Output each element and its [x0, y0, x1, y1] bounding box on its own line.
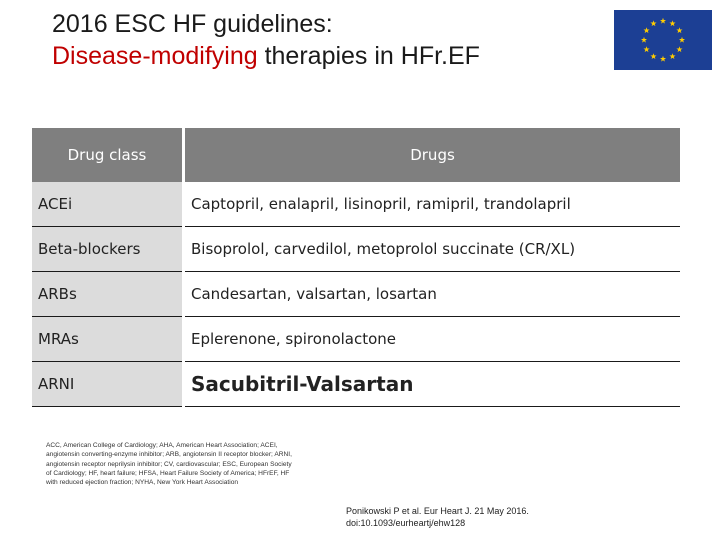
drug-class-cell: ACEi — [32, 182, 184, 227]
header-drug-class: Drug class — [32, 128, 184, 182]
flag-star — [669, 53, 675, 59]
drugs-cell: Captopril, enalapril, lisinopril, ramipril, trandolapril — [184, 182, 681, 227]
table-row — [32, 317, 680, 362]
title-line-2 — [52, 40, 612, 72]
flag-star — [644, 46, 650, 52]
flag-star — [644, 27, 650, 33]
citation-line-2: doi:10.1093/eurheartj/ehw128 — [346, 518, 466, 528]
flag-star — [676, 27, 682, 33]
flag-star — [660, 18, 666, 24]
flag-star — [679, 37, 685, 43]
drug-class-cell: MRAs — [32, 317, 184, 362]
flag-star — [660, 56, 666, 62]
title-rest-text: therapies in HFr.EF — [257, 42, 480, 70]
flag-star — [650, 53, 656, 59]
abbreviations-footnote: ACC, American College of Cardiology; AHA, American Heart Association; ACEI, angiotensin converting-enzyme inhibitor; ARB, angiotensin II receptor blocker; ARNI, angiotensin receptor neprilysin inhibitor; CV, cardiovascular; ESC, European Society of Cardiology; HF, heart failure; HFSA, Heart Failure Society of America; HFrEF, HF with reduced ejection fraction; NYHA, New York Heart Association — [46, 442, 292, 487]
drugs-cell: Bisoprolol, carvedilol, metoprolol succinate (CR/XL) — [184, 227, 681, 272]
drugs-cell: Candesartan, valsartan, losartan — [184, 272, 681, 317]
drug-class-cell: ARBs — [32, 272, 184, 317]
citation — [346, 505, 606, 529]
title-line-1: 2016 ESC HF guidelines: — [52, 10, 333, 38]
table-row — [32, 272, 680, 317]
drugs-cell: Sacubitril-Valsartan — [184, 362, 681, 407]
drug-table — [32, 128, 680, 407]
header-drugs: Drugs — [184, 128, 681, 182]
table-row — [32, 182, 680, 227]
table-header-row — [32, 128, 680, 182]
title-accent-text: Disease-modifying — [52, 42, 258, 70]
eu-flag-icon — [614, 10, 712, 70]
drug-class-cell: ARNI — [32, 362, 184, 407]
drugs-cell: Eplerenone, spironolactone — [184, 317, 681, 362]
slide-title — [52, 8, 612, 72]
flag-star — [676, 46, 682, 52]
table-row — [32, 227, 680, 272]
flag-star — [669, 20, 675, 26]
flag-star — [641, 37, 647, 43]
citation-line-1: Ponikowski P et al. Eur Heart J. 21 May 2016. — [346, 506, 529, 516]
drug-class-cell: Beta-blockers — [32, 227, 184, 272]
table-row — [32, 362, 680, 407]
flag-star — [650, 20, 656, 26]
